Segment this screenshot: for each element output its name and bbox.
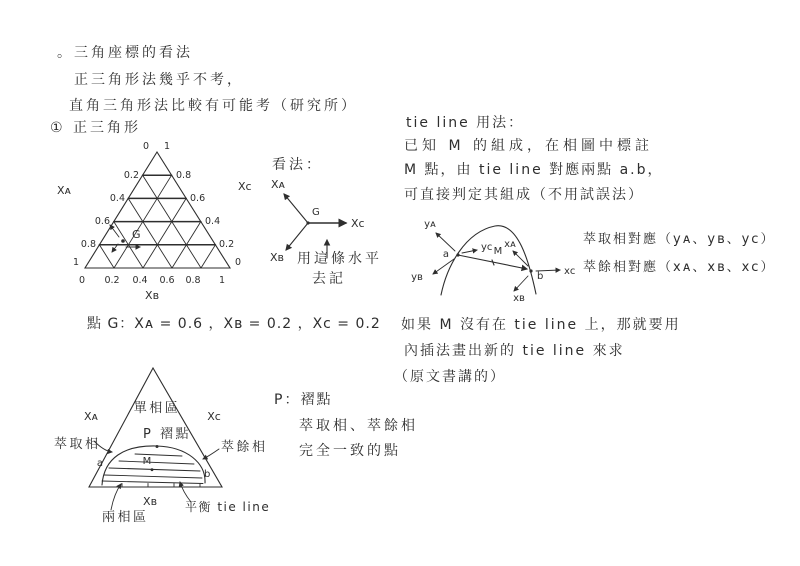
raffinate-caption: 萃餘相對應（xᴀ、xʙ、xᴄ） xyxy=(583,260,776,275)
point-m-dot xyxy=(151,468,154,471)
right-tick: 0.8 xyxy=(176,170,192,181)
label-m: M xyxy=(493,246,503,257)
bottom-tick: 0.6 xyxy=(159,275,175,286)
heading-line-2: 正三角形法幾乎不考， xyxy=(74,72,244,88)
point-b-dot xyxy=(529,269,532,272)
tie-line-usage-line-2: M 點，由 tie line 對應兩點 a.b， xyxy=(404,162,664,178)
axis-label-xc: Xᴄ xyxy=(238,180,252,193)
point-g-composition: 點 G：Xᴀ = 0.6 ，Xʙ = 0.2 ，Xᴄ = 0.2 xyxy=(87,316,381,332)
tie-line-usage-title: tie line 用法： xyxy=(406,115,525,131)
phase-region-diagram xyxy=(44,358,299,538)
label-ya: yᴀ xyxy=(424,219,436,230)
label-a: a xyxy=(442,249,449,260)
hint-axis-xa: Xᴀ xyxy=(270,178,286,191)
extract-label: 萃取相 xyxy=(54,437,101,452)
dome-curve xyxy=(102,446,205,485)
label-xa: xᴀ xyxy=(504,239,516,250)
axis-arrow-xb-icon xyxy=(286,223,308,250)
label-yb: yʙ xyxy=(411,272,423,283)
left-tick: 0.6 xyxy=(94,216,110,227)
hint-axis-xb: Xʙ xyxy=(270,251,284,264)
plait-note-line-1: P：褶點 xyxy=(274,392,333,408)
raffinate-label: 萃餘相 xyxy=(221,440,268,455)
two-phase-label: 兩相區 xyxy=(102,510,149,525)
arrow-yc-icon xyxy=(462,250,477,253)
single-phase-label: 單相區 xyxy=(133,401,181,416)
raffinate-arrow-icon xyxy=(203,449,219,459)
arrow-xa-icon xyxy=(513,251,528,266)
left-tick: 0.2 xyxy=(123,170,139,181)
point-g-label: G xyxy=(132,228,141,241)
heading-line-3: 直角三角形法比較有可能考（研究所） xyxy=(69,98,358,114)
bottom-tick: 0.4 xyxy=(132,275,148,286)
hint-point-g: G xyxy=(312,207,320,218)
hint-axis-xc: Xᴄ xyxy=(351,217,365,230)
point-g-marker xyxy=(110,225,141,252)
label-b: b xyxy=(537,271,544,282)
two-phase-arrow-icon xyxy=(111,484,121,510)
tie-line-label: 平衡 tie line xyxy=(185,500,271,514)
arrow-xb-icon xyxy=(514,276,528,291)
reading-hint-title: 看法： xyxy=(272,157,323,173)
corner-label-br: 0 xyxy=(235,257,242,268)
label-yc: yᴄ xyxy=(481,242,493,253)
plait-point-dot xyxy=(156,445,159,448)
axis-label-xa: Xᴀ xyxy=(83,410,99,423)
tie-line-a-b xyxy=(109,468,200,471)
reading-hint-note-1: 用這條水平 xyxy=(297,251,382,267)
bottom-tick: 0 xyxy=(78,275,86,286)
axis-label-xb: Xʙ xyxy=(143,495,157,508)
axis-label-xb: Xʙ xyxy=(145,289,159,302)
apex-label-right: 1 xyxy=(164,141,171,152)
triangle-grid xyxy=(85,152,230,268)
heading-line-1: 。三角座標的看法 xyxy=(57,45,193,61)
tie-line-arrow-icon xyxy=(180,482,191,502)
right-tick: 0.6 xyxy=(190,193,206,204)
right-tick: 0.2 xyxy=(219,239,235,250)
corner-label-bl: 1 xyxy=(72,257,79,268)
tie-line-usage-line-3: 可直接判定其組成（不用試誤法） xyxy=(404,187,644,203)
reading-hint-note-2: 去記 xyxy=(312,271,346,287)
ternary-grid-diagram xyxy=(48,138,252,310)
left-tick: 0.8 xyxy=(80,239,96,250)
axis-arrow-xa-icon xyxy=(284,194,308,223)
triangle-outline xyxy=(85,152,230,268)
axis-label-xc: Xᴄ xyxy=(207,410,221,423)
arrow-up-left-icon xyxy=(110,225,119,237)
label-xc: xᴄ xyxy=(564,266,576,277)
apex-label-left: 0 xyxy=(142,141,149,152)
plait-note-line-3: 完全一致的點 xyxy=(299,443,401,459)
interpolation-line-1: 如果 M 沒有在 tie line 上，那就要用 xyxy=(401,317,681,333)
extract-caption: 萃取相對應（yᴀ、yʙ、yᴄ） xyxy=(583,232,776,247)
interpolation-line-3: （原文書講的） xyxy=(394,369,506,385)
left-tick: 0.4 xyxy=(109,193,125,204)
right-tick: 0.4 xyxy=(205,216,221,227)
bottom-tick: 0.2 xyxy=(104,275,120,286)
label-b: b xyxy=(204,469,211,480)
bottom-tick: 1 xyxy=(218,275,226,286)
tie-line-usage-line-1: 已知 M 的組成，在相圖中標註 xyxy=(404,138,653,154)
plait-point-label: P 褶點 xyxy=(143,427,191,442)
tie-line-diagram xyxy=(403,216,598,316)
label-m: M xyxy=(142,456,152,467)
heading-line-4: ① 正三角形 xyxy=(50,120,142,136)
axis-label-xa: Xᴀ xyxy=(56,184,72,197)
label-a: a xyxy=(96,458,103,469)
bottom-tick: 0.8 xyxy=(185,275,201,286)
interpolation-line-2: 內插法畫出新的 tie line 來求 xyxy=(404,343,625,359)
label-xb: xʙ xyxy=(513,293,525,304)
plait-note-line-2: 萃取相、萃餘相 xyxy=(299,418,418,434)
